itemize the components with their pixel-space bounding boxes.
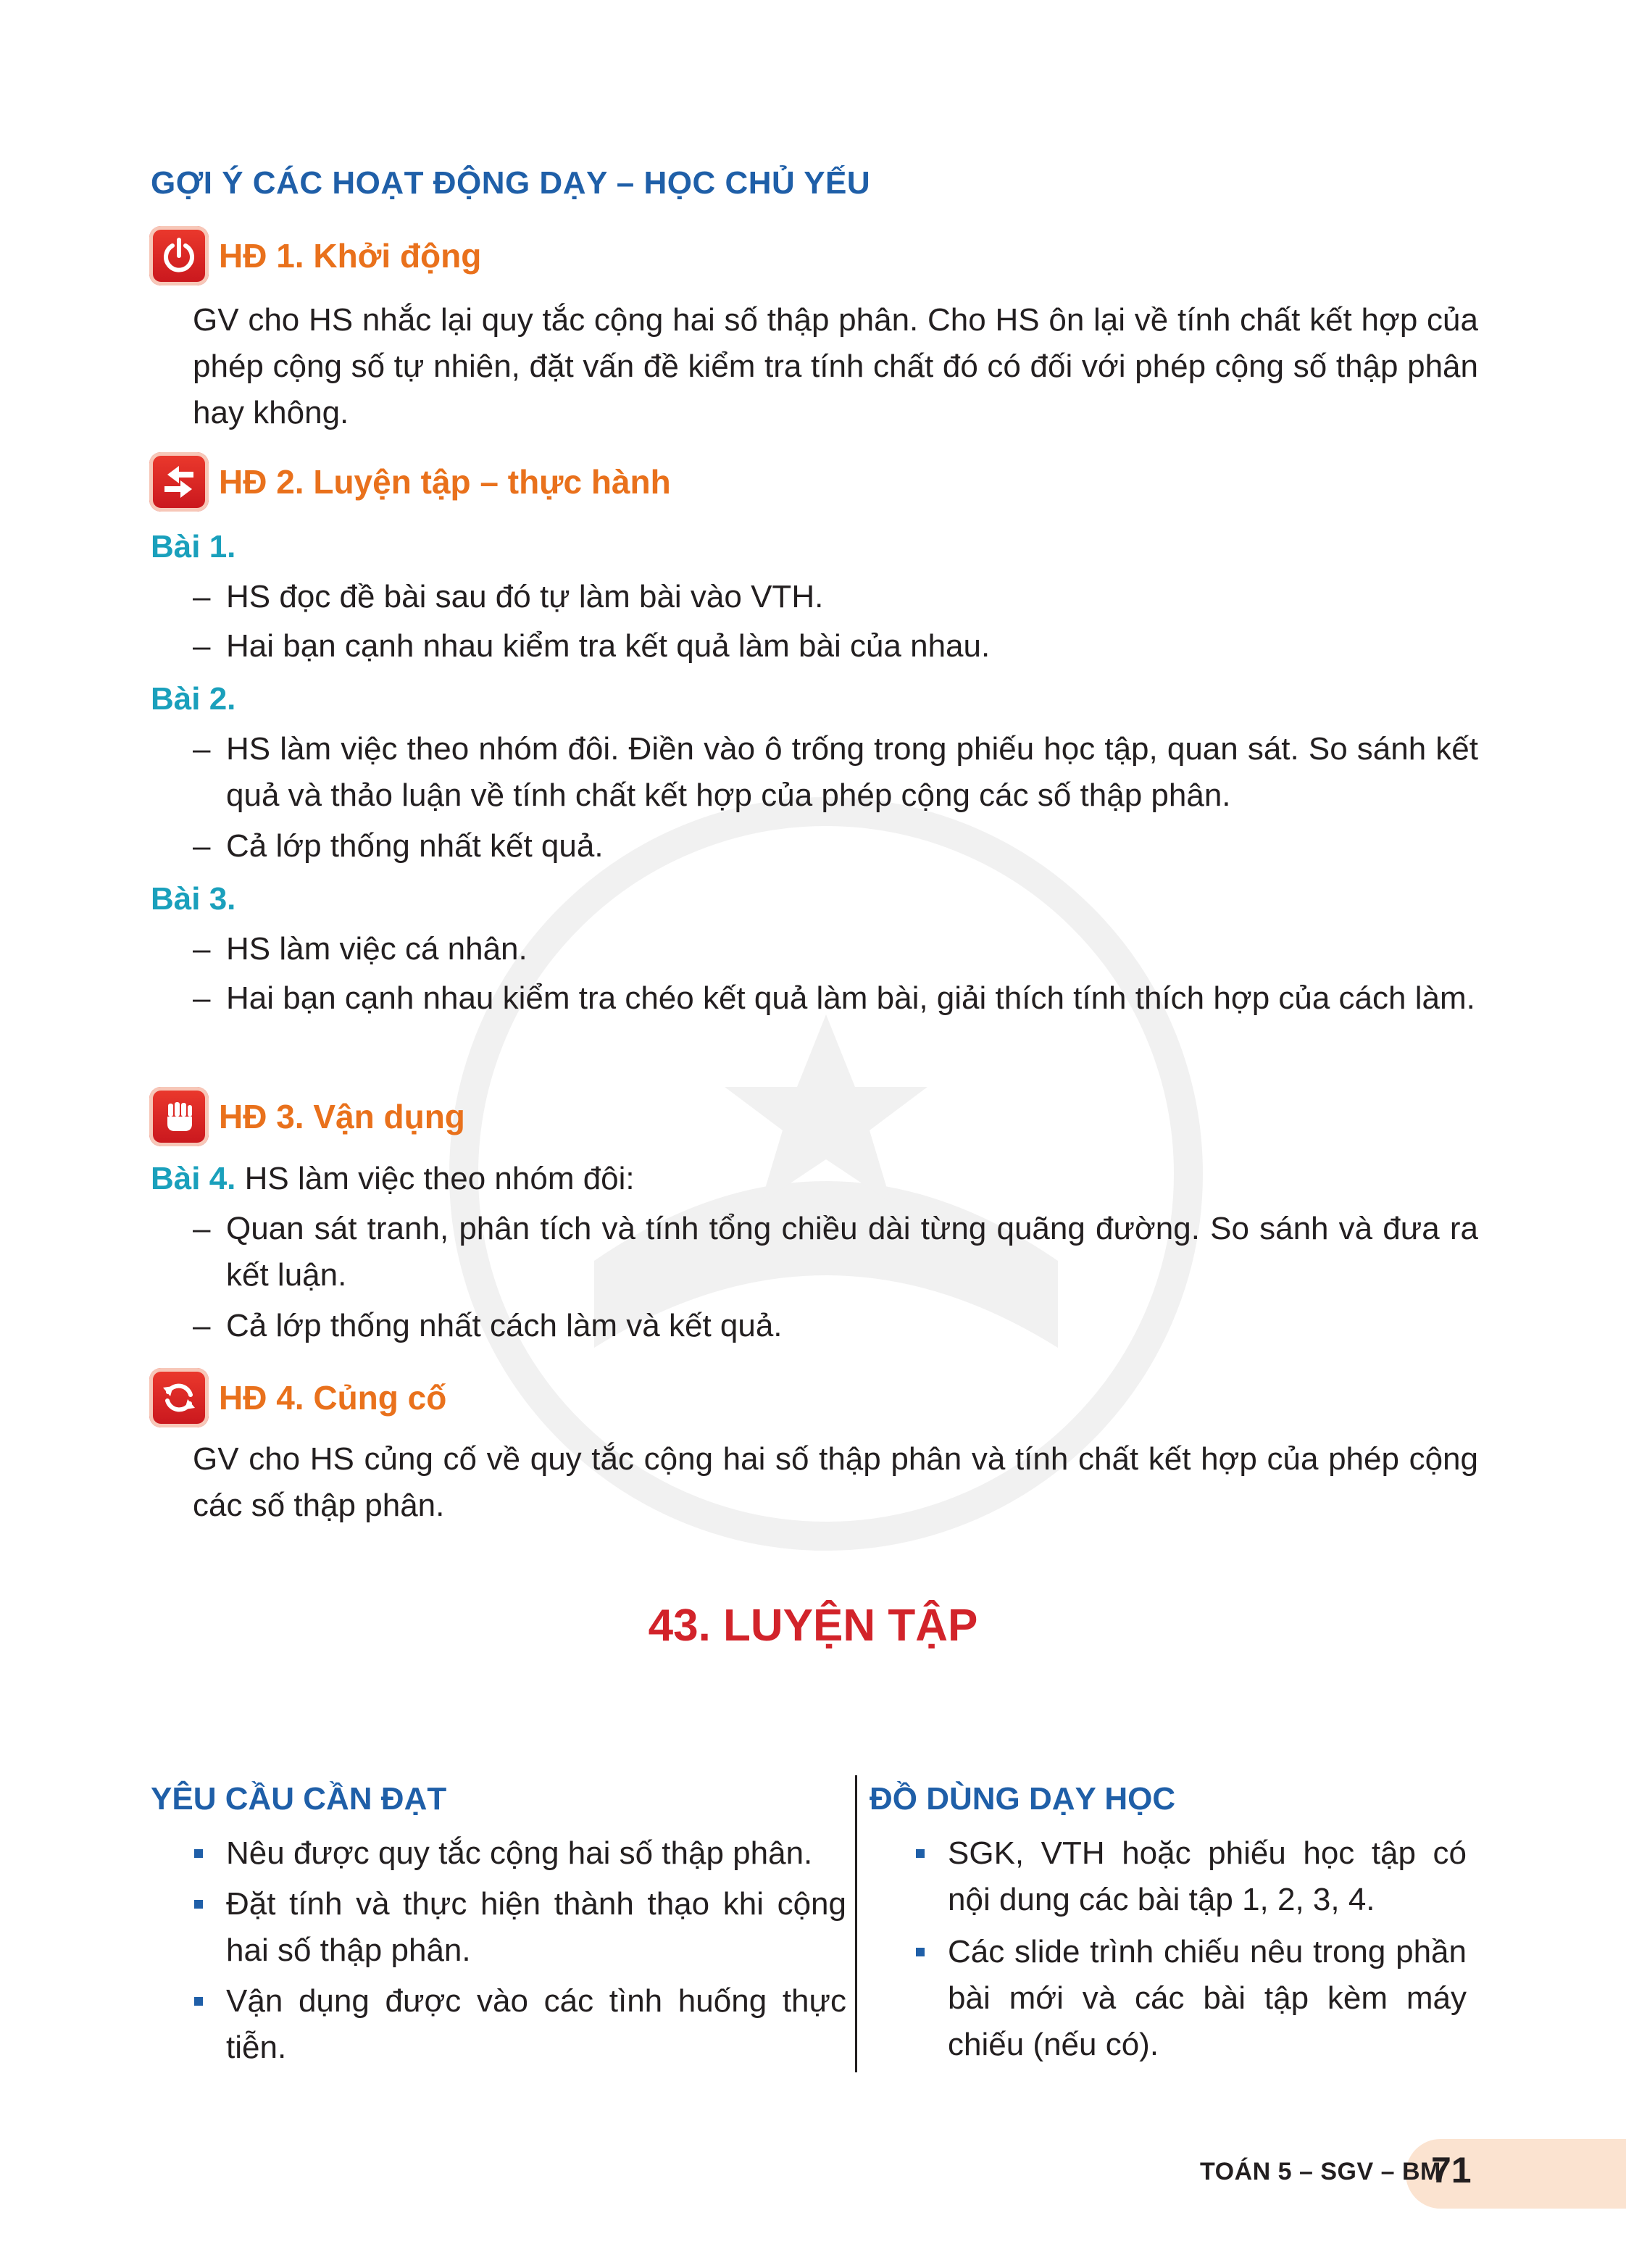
exercise-4-item-text: Quan sát tranh, phân tích và tính tổng chiều dài từng quãng đường. So sánh và đưa ra kết luận.: [226, 1211, 1478, 1293]
exercise-4-item: [193, 1303, 1478, 1349]
requirement-item: [194, 1881, 846, 1974]
section-heading: GỢI Ý CÁC HOẠT ĐỘNG DẠY – HỌC CHỦ YẾU: [151, 165, 871, 201]
list-dash: –: [193, 931, 211, 967]
exercise-2-item-text: HS làm việc theo nhóm đôi. Điền vào ô trống trong phiếu học tập, quan sát. So sánh kết quả và thảo luận về tính chất kết hợp của phép cộng các số thập phân.: [226, 731, 1478, 813]
exercise-2-item: [193, 726, 1478, 819]
exercise-4-line: [151, 1161, 635, 1197]
exercise-3-item-text: Hai bạn cạnh nhau kiểm tra chéo kết quả làm bài, giải thích tính thích hợp của cách làm.: [226, 980, 1475, 1016]
list-dash: –: [193, 980, 211, 1016]
exercise-2-title: Bài 2.: [151, 681, 236, 717]
materials-heading: ĐỒ DÙNG DẠY HỌC: [870, 1781, 1176, 1817]
exercise-4-title: Bài 4.: [151, 1161, 236, 1196]
exercise-4-item: [193, 1206, 1478, 1298]
requirement-item-text: Vận dụng được vào các tình huống thực tiễn.: [226, 1983, 846, 2065]
exercise-3-item-text: HS làm việc cá nhân.: [226, 931, 528, 967]
bullet-square: [194, 1997, 203, 2006]
list-dash: –: [193, 828, 211, 864]
exercise-3-item: [193, 975, 1478, 1022]
exercise-1-item: [193, 623, 1478, 670]
requirement-item: [194, 1830, 846, 1877]
exercise-1-item-text: Hai bạn cạnh nhau kiểm tra kết quả làm bài của nhau.: [226, 628, 991, 664]
requirement-item-text: Nêu được quy tắc cộng hai số thập phân.: [226, 1835, 813, 1871]
exercise-3-title: Bài 3.: [151, 881, 236, 917]
activity-4-header: [149, 1368, 446, 1427]
material-item-text: SGK, VTH hoặc phiếu học tập có nội dung các bài tập 1, 2, 3, 4.: [948, 1835, 1467, 1917]
exercise-2-item-text: Cả lớp thống nhất kết quả.: [226, 828, 604, 864]
activity-2-label: HĐ 2. Luyện tập – thực hành: [219, 463, 671, 501]
requirements-heading: YÊU CẦU CẦN ĐẠT: [151, 1781, 447, 1817]
material-item: [916, 1830, 1467, 1923]
book-title-footer: TOÁN 5 – SGV – BM: [1200, 2158, 1441, 2185]
list-dash: –: [193, 579, 211, 614]
activity-4-label: HĐ 4. Củng cố: [219, 1379, 447, 1417]
material-item-text: Các slide trình chiếu nêu trong phần bài mới và các bài tập kèm máy chiếu (nếu có).: [948, 1934, 1467, 2062]
requirement-item: [194, 1978, 846, 2071]
activity-2-header: [149, 452, 671, 512]
exercise-1-title: Bài 1.: [151, 529, 236, 564]
list-dash: –: [193, 1308, 211, 1343]
exercise-4-intro: HS làm việc theo nhóm đôi:: [235, 1161, 635, 1196]
requirement-item-text: Đặt tính và thực hiện thành thạo khi cộng hai số thập phân.: [226, 1886, 846, 1968]
bullet-square: [916, 1948, 925, 1956]
material-item: [916, 1929, 1467, 2068]
bullet-square: [194, 1900, 203, 1909]
exercise-3-item: [193, 926, 1478, 972]
refresh-icon: [149, 1368, 209, 1427]
practice-arrows-icon: [149, 452, 209, 512]
exercise-1-item-text: HS đọc đề bài sau đó tự làm bài vào VTH.: [226, 579, 824, 614]
page-number: 71: [1431, 2150, 1472, 2190]
list-dash: –: [193, 1211, 211, 1246]
bullet-square: [194, 1849, 203, 1858]
list-dash: –: [193, 731, 211, 767]
power-icon: [149, 226, 209, 285]
activity-1-label: HĐ 1. Khởi động: [219, 237, 482, 275]
activity-4-text: GV cho HS củng cố về quy tắc cộng hai số thập phân và tính chất kết hợp của phép cộng các số thập phân.: [193, 1441, 1478, 1523]
activity-3-label: HĐ 3. Vận dụng: [219, 1098, 465, 1135]
raised-fist-icon: [149, 1087, 209, 1146]
activity-1-text: GV cho HS nhắc lại quy tắc cộng hai số thập phân. Cho HS ôn lại về tính chất kết hợp của phép cộng số tự nhiên, đặt vấn đề kiểm tra tính chất đó có đối với phép cộng số thập phân hay không.: [193, 302, 1478, 430]
column-divider: [855, 1775, 857, 2072]
exercise-1-item: [193, 574, 1478, 620]
activity-1-header: [149, 226, 481, 285]
lesson-title: 43. LUYỆN TẬP: [648, 1601, 978, 1651]
exercise-4-item-text: Cả lớp thống nhất cách làm và kết quả.: [226, 1308, 783, 1343]
list-dash: –: [193, 628, 211, 664]
activity-3-header: [149, 1087, 465, 1146]
exercise-2-item: [193, 823, 1478, 870]
bullet-square: [916, 1849, 925, 1858]
